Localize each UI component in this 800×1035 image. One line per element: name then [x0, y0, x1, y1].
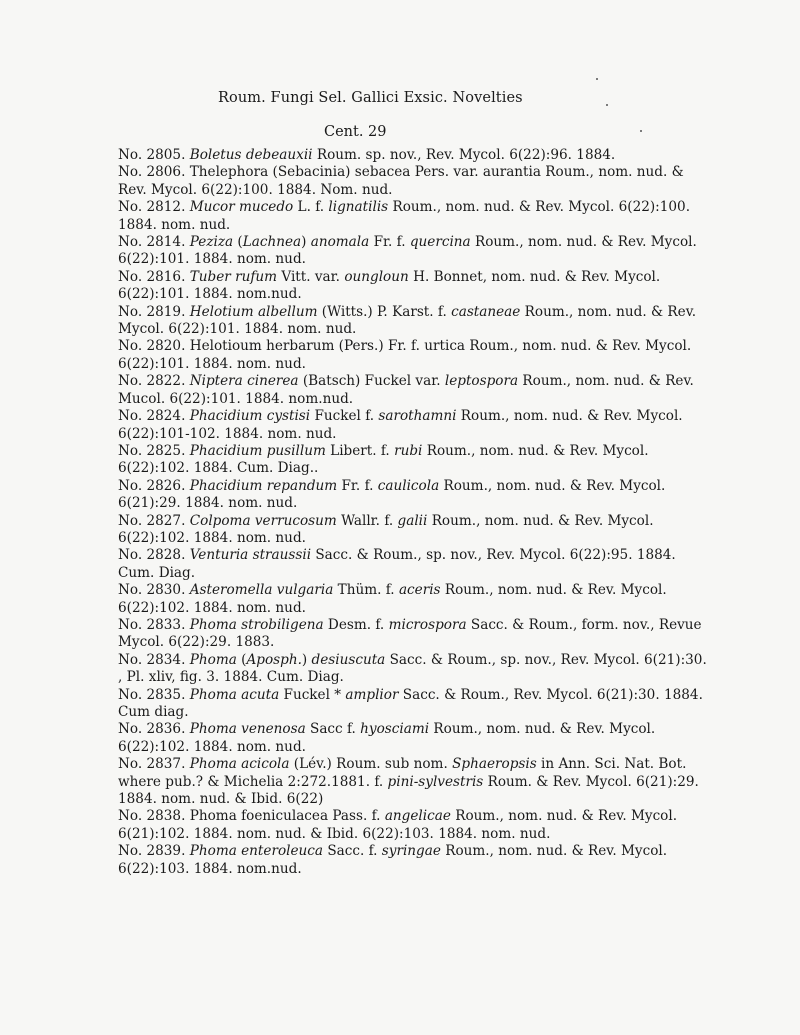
taxon-name: Aposph. — [246, 651, 302, 668]
taxon-name: castaneae — [451, 303, 521, 320]
entry-item — [118, 199, 708, 234]
entry-item — [118, 582, 708, 617]
taxon-name: Phoma venenosa — [189, 721, 306, 738]
entry-text: Sacc. & Roum., sp. nov., Rev. Mycol. 6(21):30. , Pl. xliv, fig. 3. 1884. Cum. Diag. — [118, 651, 707, 686]
entry-text: (Batsch) Fuckel var. — [298, 373, 445, 390]
entry-text: Roum., nom. nud. & Rev. Mycol. 6(22):101-102. 1884. nom. nud. — [118, 408, 683, 442]
entry-item — [118, 373, 708, 408]
entry-text: No. 2839. — [118, 843, 190, 860]
entry-text: Sacc. f. — [323, 843, 382, 860]
entry-text: Desm. f. — [323, 616, 389, 633]
entry-item — [118, 164, 708, 199]
entry-text: Roum., nom. nud. & Rev. Mycol. 6(22):102. 1884. nom. nud. — [118, 582, 667, 616]
entry-text: Sacc f. — [305, 721, 361, 738]
taxon-name: Phoma — [189, 651, 237, 668]
entry-text: L. f. — [293, 199, 329, 216]
taxon-name: caulicola — [377, 477, 440, 494]
scan-speck — [640, 130, 642, 132]
entry-text: Sacc. & Roum., sp. nov., Rev. Mycol. 6(22):95. 1884. Cum. Diag. — [118, 547, 676, 581]
entry-text: No. 2830. — [118, 582, 190, 599]
entry-text: Fuckel * — [279, 686, 346, 703]
entry-text: ) — [301, 651, 312, 668]
taxon-name: oungloun — [344, 268, 409, 285]
taxon-name: desiuscuta — [311, 651, 386, 668]
entry-text: (Lév.) Roum. sub nom. — [289, 756, 453, 773]
entry-text: Roum., nom. nud. & Rev. Mycol. 6(22):100. 1884. nom. nud. — [118, 199, 691, 233]
taxon-name: amplior — [345, 686, 399, 703]
entry-text: No. 2835. — [118, 686, 190, 703]
taxon-name: rubi — [394, 442, 423, 459]
document-title: Roum. Fungi Sel. Gallici Exsic. Novelties — [218, 90, 523, 106]
taxon-name: angelicae — [384, 808, 451, 825]
taxon-name: Phoma strobiligena — [189, 616, 324, 633]
entry-item — [118, 338, 708, 373]
taxon-name: microspora — [388, 616, 467, 633]
taxon-name: Phoma acuta — [189, 686, 280, 703]
taxon-name: syringae — [381, 843, 441, 860]
entry-item — [118, 304, 708, 339]
entry-item — [118, 478, 708, 513]
entry-text: ( — [233, 234, 243, 251]
taxon-name: aceris — [398, 582, 441, 599]
entry-text: Roum., nom. nud. & Rev. Mycol. 6(22):101. 1884. nom. nud. — [118, 234, 697, 268]
taxon-name: anomala — [310, 234, 370, 251]
entry-text: No. 2812. — [118, 199, 190, 216]
entry-list — [118, 147, 708, 878]
taxon-name: pini-sylvestris — [387, 773, 484, 790]
entry-item — [118, 843, 708, 878]
entry-item — [118, 617, 708, 652]
entry-text: H. Bonnet, nom. nud. & Rev. Mycol. 6(22):101. 1884. nom.nud. — [118, 268, 661, 303]
entry-text: No. 2820. Helotioum herbarum (Pers.) Fr. f. urtica Roum., nom. nud. & Rev. Mycol. 6(22):101. 1884. nom. nud. — [118, 338, 692, 372]
century-heading: Cent. 29 — [324, 124, 387, 140]
entry-text: (Witts.) P. Karst. f. — [317, 303, 452, 320]
taxon-name: Sphaeropsis — [452, 756, 537, 773]
taxon-name: Asteromella vulgaria — [189, 582, 334, 599]
entry-text: No. 2827. — [118, 512, 190, 529]
entry-text: No. 2822. — [118, 373, 190, 390]
taxon-name: Boletus debeauxii — [189, 147, 313, 163]
entry-text: Roum. sp. nov., Rev. Mycol. 6(22):96. 1884. — [312, 147, 616, 163]
entry-text: Fr. f. — [337, 477, 378, 494]
entry-item — [118, 652, 708, 687]
taxon-name: lignatilis — [328, 199, 389, 216]
taxon-name: Tuber rufum — [189, 268, 278, 285]
taxon-name: galii — [397, 512, 428, 529]
entry-text: Roum., nom. nud. & Rev. Mycol. 6(22):102. 1884. nom. nud. — [118, 512, 654, 546]
entry-item — [118, 513, 708, 548]
entry-text: No. 2828. — [118, 547, 190, 564]
taxon-name: Phoma enteroleuca — [189, 843, 323, 860]
entry-text: No. 2814. — [118, 234, 190, 251]
entry-item — [118, 147, 708, 164]
entry-text: No. 2824. — [118, 408, 190, 425]
entry-text: Sacc. & Roum., form. nov., Revue Mycol. 6(22):29. 1883. — [118, 616, 702, 651]
entry-text: Roum., nom. nud. & Rev. Mycol. 6(22):101. 1884. nom. nud. — [118, 303, 697, 338]
entry-text: No. 2838. Phoma foeniculacea Pass. f. — [118, 808, 385, 825]
entry-text: Roum., nom. nud. & Rev. Mucol. 6(22):101. 1884. nom.nud. — [118, 373, 694, 407]
taxon-name: sarothamni — [378, 408, 457, 425]
entry-text: Wallr. f. — [336, 512, 398, 529]
entry-text: No. 2837. — [118, 756, 190, 773]
scan-speck — [606, 104, 608, 106]
entry-text: No. 2833. — [118, 616, 190, 633]
taxon-name: Phacidium repandum — [189, 477, 338, 494]
taxon-name: Colpoma verrucosum — [189, 512, 337, 529]
taxon-name: quercina — [409, 234, 471, 251]
entry-text: Roum., nom. nud. & Rev. Mycol. 6(22):102. 1884. nom. nud. — [118, 721, 656, 755]
entry-item — [118, 234, 708, 269]
entry-text: Thüm. f. — [333, 582, 399, 599]
entry-item — [118, 443, 708, 478]
entry-text: Vitt. var. — [277, 268, 345, 285]
taxon-name: Venturia straussii — [189, 547, 312, 564]
entry-item — [118, 547, 708, 582]
taxon-name: Phacidium cystisi — [189, 408, 311, 425]
entry-text: No. 2834. — [118, 651, 190, 668]
entry-text: Roum., nom. nud. & Rev. Mycol. 6(22):103. 1884. nom.nud. — [118, 843, 668, 877]
entry-text: No. 2816. — [118, 268, 190, 285]
taxon-name: Phacidium pusillum — [189, 442, 326, 459]
entry-text: Fr. f. — [369, 234, 410, 251]
entry-item — [118, 756, 708, 808]
scan-speck — [596, 78, 598, 80]
entry-text: No. 2836. — [118, 721, 190, 738]
entry-text: Sacc. & Roum., Rev. Mycol. 6(21):30. 1884. Cum diag. — [118, 686, 703, 720]
entry-text: Fuckel f. — [310, 408, 379, 425]
entry-text: Roum., nom. nud. & Rev. Mycol. 6(22):102. 1884. Cum. Diag.. — [118, 442, 649, 477]
entry-item — [118, 408, 708, 443]
taxon-name: leptospora — [444, 373, 519, 390]
taxon-name: Mucor mucedo — [189, 199, 294, 216]
taxon-name: Niptera cinerea — [189, 373, 299, 390]
entry-text: No. 2819. — [118, 303, 190, 320]
taxon-name: Lachnea — [242, 234, 302, 251]
entry-text: Roum., nom. nud. & Rev. Mycol. 6(21):29. 1884. nom. nud. — [118, 477, 666, 512]
entry-text: Roum. & Rev. Mycol. 6(21):29. 1884. nom. nud. & Ibid. 6(22) — [118, 773, 699, 808]
entry-text: ( — [236, 651, 247, 668]
entry-text: No. 2825. — [118, 442, 190, 459]
entry-item — [118, 687, 708, 722]
entry-text: No. 2826. — [118, 477, 190, 494]
entry-item — [118, 269, 708, 304]
taxon-name: Peziza — [189, 234, 234, 251]
entry-text: Roum., nom. nud. & Rev. Mycol. 6(21):102. 1884. nom. nud. & Ibid. 6(22):103. 1884. nom. nud. — [118, 808, 678, 842]
entry-text: ) — [301, 234, 311, 251]
entry-text: No. 2806. Thelephora (Sebacinia) sebacea Pers. var. aurantia Roum., nom. nud. & Rev. Mycol. 6(22):100. 1884. Nom. nud. — [118, 164, 684, 198]
entry-item — [118, 808, 708, 843]
entry-text: Libert. f. — [325, 442, 395, 459]
taxon-name: Helotium albellum — [189, 303, 318, 320]
taxon-name: hyosciami — [360, 721, 430, 738]
entry-item — [118, 721, 708, 756]
entry-text: No. 2805. — [118, 147, 190, 163]
entry-text: in Ann. Sci. Nat. Bot. where pub.? & Michelia 2:272.1881. f. — [118, 756, 687, 790]
taxon-name: Phoma acicola — [189, 756, 290, 773]
